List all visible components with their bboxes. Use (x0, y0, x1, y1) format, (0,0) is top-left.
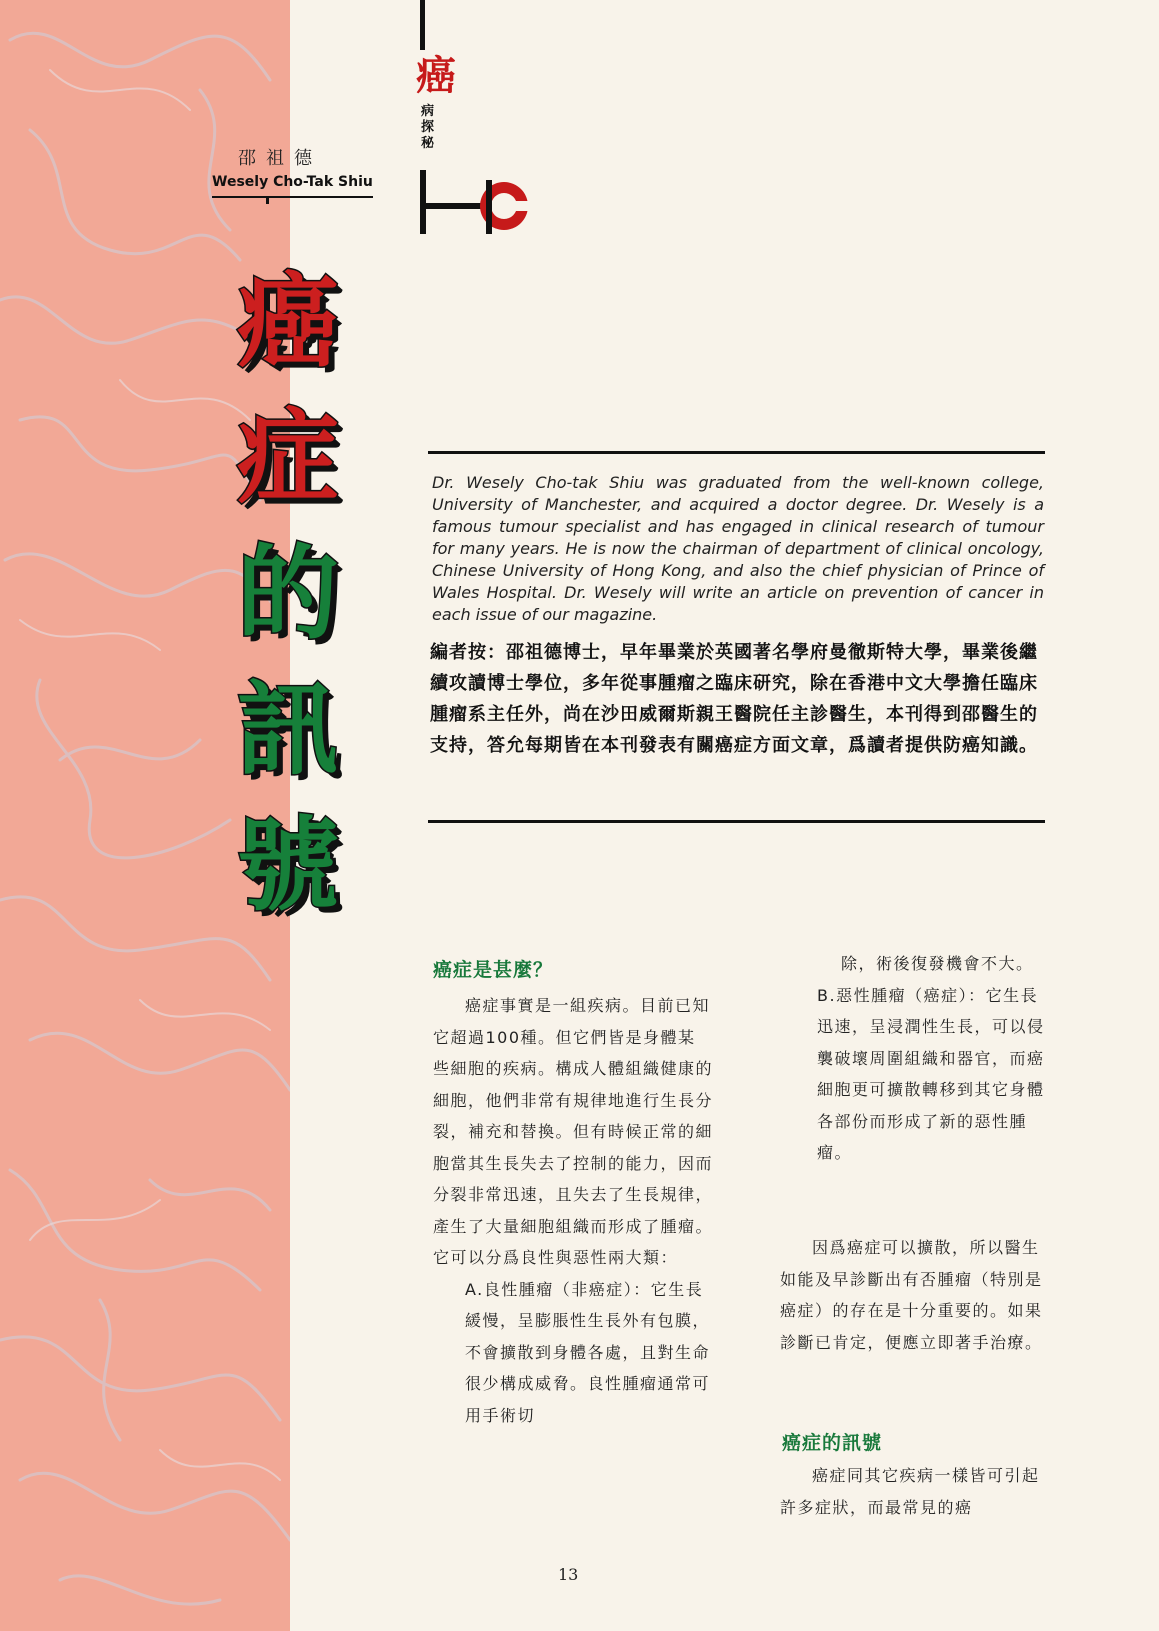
editor-note-zh: 編者按：邵祖德博士，早年畢業於英國著名學府曼徹斯特大學，畢業後繼續攻讀博士學位，多年從事腫瘤之臨床研究，除在香港中文大學擔任臨床腫瘤系主任外，尚在沙田威爾斯親王醫院任主診醫生，本刊得到邵醫生的支持，答允每期皆在本刊發表有關癌症方面文章，爲讀者提供防癌知識。 (430, 642, 1038, 756)
paragraph: 癌症同其它疾病一樣皆可引起許多症狀，而最常見的癌 (780, 1466, 1040, 1517)
column-subtitle: 病探秘 (421, 104, 435, 151)
list-item-benign: A.良性腫瘤（非癌症）：它生長緩慢，呈膨脹性生長外有包膜，不會擴散到身體各處，且對生命很少構成威脅。良性腫瘤通常可用手術切 (465, 1279, 711, 1425)
top-rule (428, 451, 1045, 454)
section-heading: 癌症的訊號 (782, 1432, 883, 1454)
paragraph: 因爲癌症可以擴散，所以醫生如能及早診斷出有否腫瘤（特別是癌症）的存在是十分重要的。如果診斷已肯定，便應立即著手治療。 (780, 1238, 1043, 1352)
author-rule-tick (266, 198, 269, 204)
column-bar (420, 0, 425, 50)
body-column-left (433, 990, 713, 1431)
article-title (228, 255, 348, 935)
author-name-zh: 邵祖德 (238, 148, 322, 169)
title-char: 訊 (237, 671, 339, 790)
section-heading: 癌症是甚麼？ (433, 959, 554, 981)
page-number: 13 (558, 1565, 579, 1584)
list-item-malignant: B.惡性腫瘤（癌症）：它生長迅速，呈浸潤性生長，可以侵襲破壞周圍組織和器官，而癌細胞更可擴散轉移到其它身體各部份而形成了新的惡性腫瘤。 (817, 985, 1045, 1162)
title-char: 癌 (237, 263, 339, 382)
editor-note-en: Dr. Wesely Cho-tak Shiu was graduated from the well-known college, University of Manchester, and acquired a doctor degree. Dr. Wesely is a famous tumour specialist and has engaged in clinical research of tumour for many years. He is now the chairman of department of clinical oncology, Chinese University of Hong Kong, and also the chief physician of Prince of Wales Hospital. Dr. Wesely will write an article on prevention of cancer in each issue of our magazine. (432, 473, 1044, 624)
title-char: 的 (237, 535, 339, 654)
hc-logo-icon (418, 170, 538, 240)
body-column-right (817, 948, 1055, 1169)
bottom-rule (428, 820, 1045, 823)
body-column-right-bottom (780, 1460, 1055, 1523)
author-name-en: Wesely Cho-Tak Shiu (212, 174, 373, 198)
title-char: 症 (237, 399, 339, 518)
title-char: 號 (237, 807, 339, 926)
body-column-right-lower (780, 1232, 1055, 1358)
paragraph: 癌症事實是一組疾病。目前已知它超過100種。但它們皆是身體某些細胞的疾病。構成人體組織健康的細胞，他們非常有規律地進行生長分裂，補充和替換。但有時候正常的細胞當其生長失去了控制的能力，因而分裂非常迅速，且失去了生長規律，產生了大量細胞組織而形成了腫瘤。它可以分爲良性與惡性兩大類： (433, 996, 714, 1267)
column-title: 癌 (416, 53, 456, 99)
list-item-benign-continued: 除，術後復發機會不大。 (841, 954, 1034, 973)
